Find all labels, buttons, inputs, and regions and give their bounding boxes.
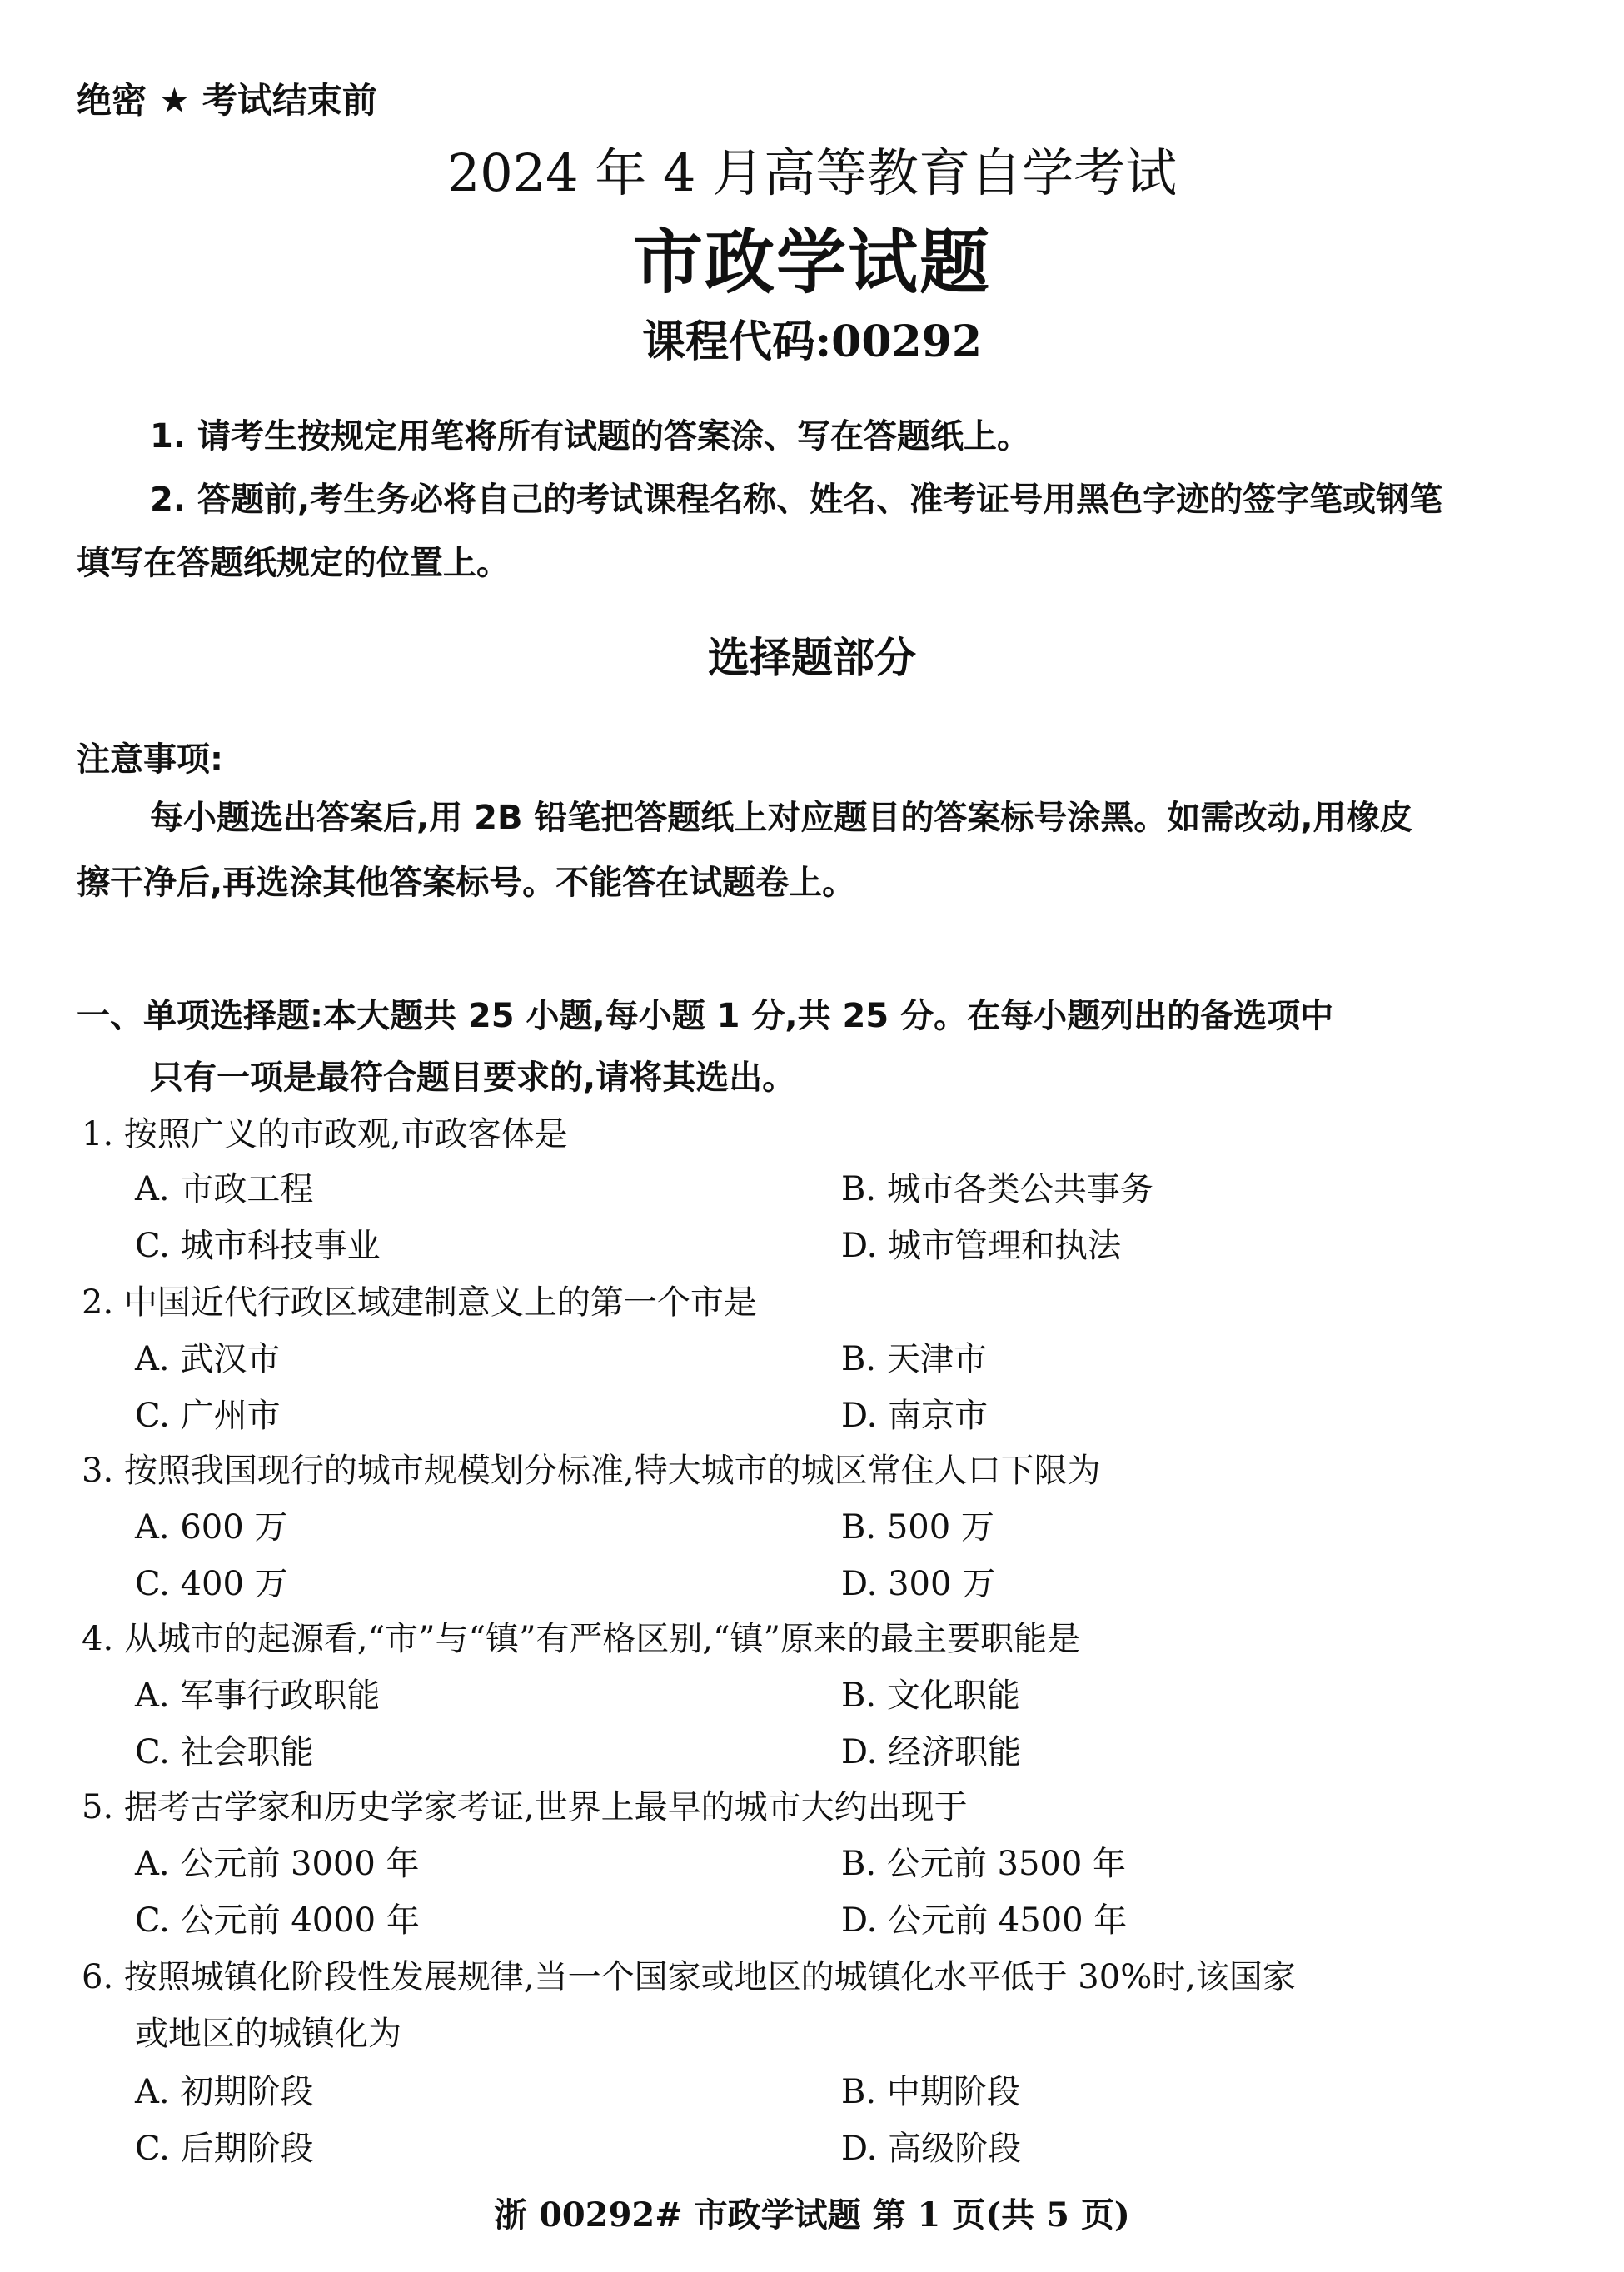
- option-d: D. 经济职能: [841, 1733, 1022, 1771]
- option-b: B. 中期阶段: [841, 2073, 1020, 2111]
- option-c: C. 社会职能: [135, 1733, 314, 1771]
- option-d: D. 南京市: [841, 1397, 989, 1435]
- option-c: C. 后期阶段: [135, 2130, 314, 2168]
- option-a: A. 初期阶段: [135, 2073, 314, 2111]
- notice-text-2: 擦干净后,再选涂其他答案标号。不能答在试题卷上。: [77, 864, 856, 902]
- question-stem: 3. 按照我国现行的城市规模划分标准,特大城市的城区常住人口下限为: [82, 1452, 1101, 1490]
- question-stem: 2. 中国近代行政区域建制意义上的第一个市是: [82, 1283, 757, 1322]
- notice-heading: 注意事项:: [77, 740, 223, 779]
- option-a: A. 600 万: [135, 1508, 288, 1547]
- option-b: B. 公元前 3500 年: [841, 1845, 1127, 1883]
- course-code: 课程代码:00292: [641, 316, 983, 367]
- exam-title: 2024 年 4 月高等教育自学考试: [446, 142, 1178, 203]
- part-one-heading-cont: 只有一项是最符合题目要求的,请将其选出。: [150, 1059, 796, 1097]
- option-b: B. 天津市: [841, 1340, 987, 1378]
- question-stem: 1. 按照广义的市政观,市政客体是: [82, 1115, 568, 1153]
- option-c: C. 400 万: [135, 1565, 288, 1603]
- instruction-2: 2. 答题前,考生务必将自己的考试课程名称、姓名、准考证号用黑色字迹的签字笔或钢笔: [150, 481, 1443, 519]
- option-a: A. 公元前 3000 年: [135, 1845, 420, 1883]
- subject-title: 市政学试题: [632, 221, 991, 303]
- confidential-mark: 绝密 ★ 考试结束前: [77, 80, 377, 121]
- section-title: 选择题部分: [708, 634, 916, 682]
- option-d: D. 300 万: [841, 1565, 996, 1603]
- question-stem: 5. 据考古学家和历史学家考证,世界上最早的城市大约出现于: [82, 1788, 968, 1826]
- option-d: D. 城市管理和执法: [841, 1227, 1122, 1265]
- instruction-2-cont: 填写在答题纸规定的位置上。: [77, 544, 510, 582]
- instruction-1: 1. 请考生按规定用笔将所有试题的答案涂、写在答题纸上。: [150, 417, 1030, 456]
- option-b: B. 500 万: [841, 1508, 994, 1547]
- option-d: D. 公元前 4500 年: [841, 1901, 1128, 1940]
- question-stem-cont: 或地区的城镇化为: [135, 2015, 401, 2053]
- option-c: C. 公元前 4000 年: [135, 1901, 420, 1940]
- option-c: C. 城市科技事业: [135, 1227, 381, 1265]
- question-stem: 4. 从城市的起源看,“市”与“镇”有严格区别,“镇”原来的最主要职能是: [82, 1620, 1081, 1658]
- option-a: A. 市政工程: [135, 1170, 314, 1208]
- notice-text-1: 每小题选出答案后,用 2B 铅笔把答题纸上对应题目的答案标号涂黑。如需改动,用橡皮: [150, 799, 1413, 837]
- option-a: A. 军事行政职能: [135, 1677, 381, 1715]
- question-stem: 6. 按照城镇化阶段性发展规律,当一个国家或地区的城镇化水平低于 30%时,该国家: [82, 1958, 1296, 1996]
- option-d: D. 高级阶段: [841, 2130, 1022, 2168]
- option-c: C. 广州市: [135, 1397, 281, 1435]
- option-b: B. 城市各类公共事务: [841, 1170, 1153, 1208]
- option-b: B. 文化职能: [841, 1677, 1020, 1715]
- part-one-heading: 一、单项选择题:本大题共 25 小题,每小题 1 分,共 25 分。在每小题列出的备选项中: [77, 997, 1334, 1035]
- option-a: A. 武汉市: [135, 1340, 281, 1378]
- page-footer: 浙 00292# 市政学试题 第 1 页(共 5 页): [494, 2195, 1130, 2235]
